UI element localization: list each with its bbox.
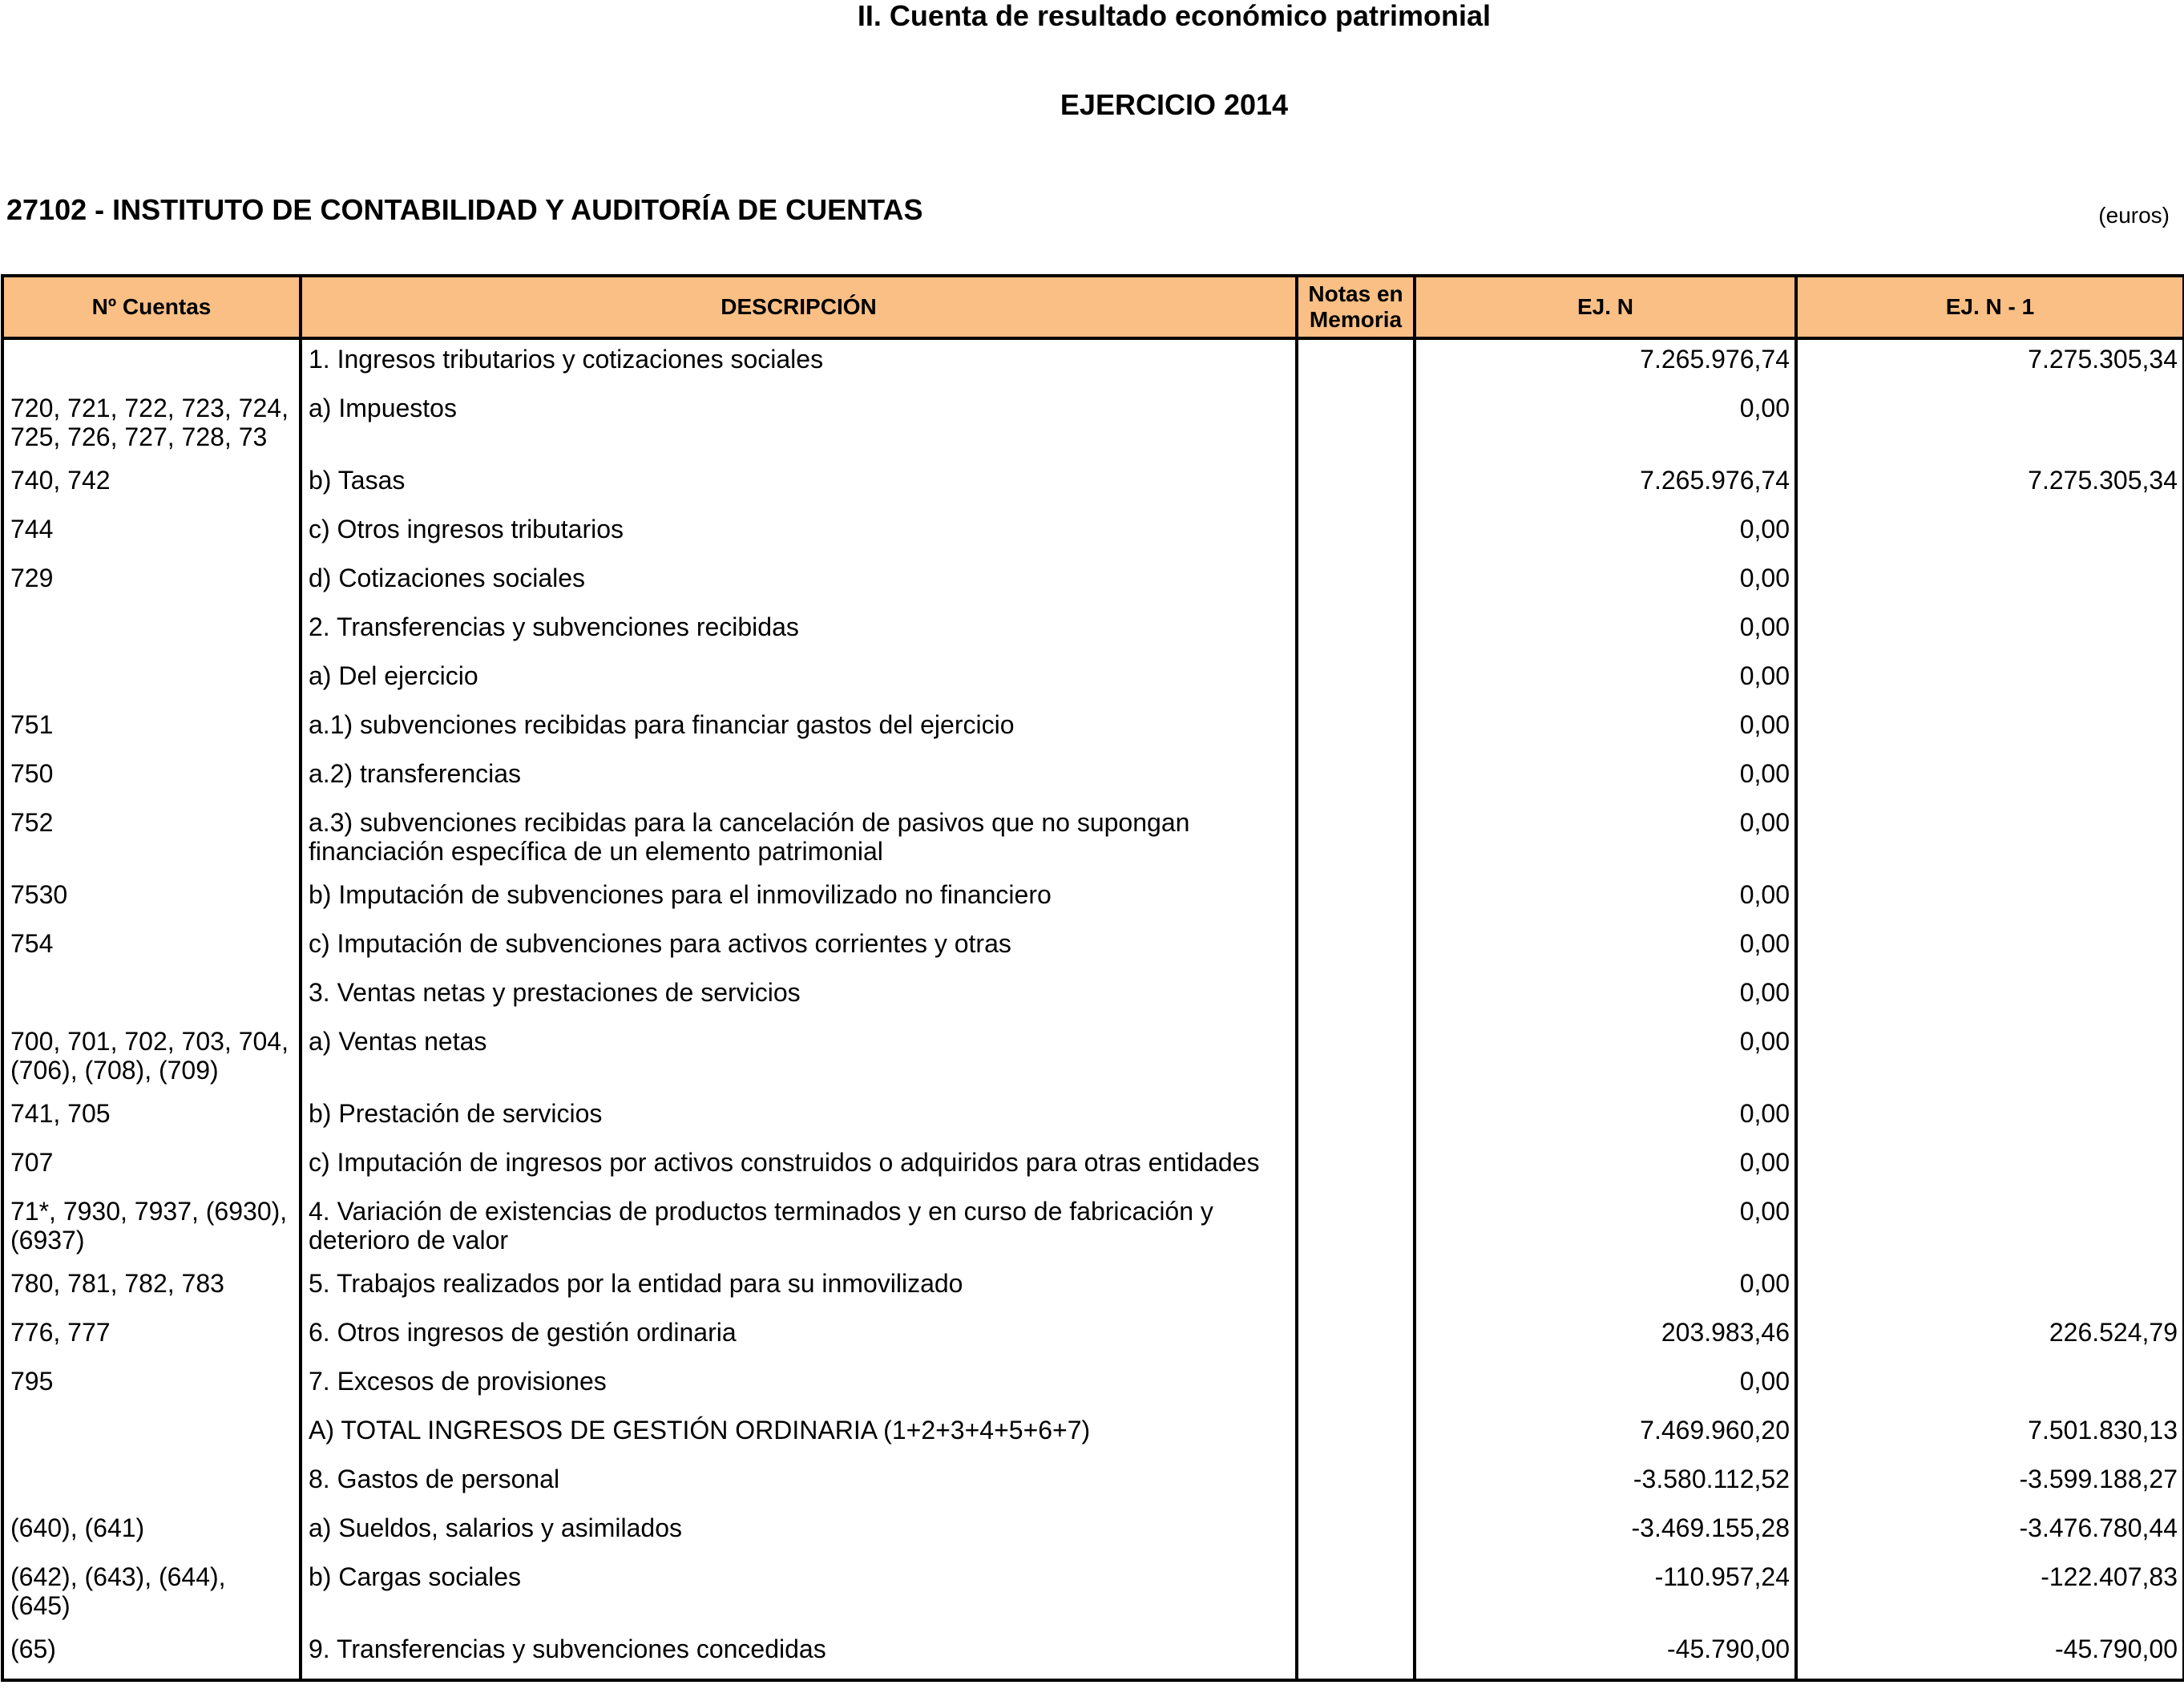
- table-row: [2, 1192, 2184, 1264]
- currency-units-label: (euros): [2098, 203, 2170, 228]
- notes-cell: [1297, 1630, 1415, 1680]
- table-row: [2, 1094, 2184, 1143]
- description-cell: 4. Variación de existencias de productos terminados y en curso de fabricación y deterioro de valor: [301, 1192, 1297, 1264]
- notes-cell: [1297, 973, 1415, 1022]
- notes-cell: [1297, 924, 1415, 973]
- prior-year-value-cell: [1796, 924, 2184, 973]
- table-row: [2, 1460, 2184, 1509]
- description-cell: 7. Excesos de provisiones: [301, 1362, 1297, 1411]
- prior-year-value-cell: [1796, 1264, 2184, 1313]
- account-codes-cell: 740, 742: [2, 461, 301, 510]
- description-cell: a) Ventas netas: [301, 1022, 1297, 1094]
- account-codes-cell: 754: [2, 924, 301, 973]
- prior-year-value-cell: [1796, 705, 2184, 754]
- current-year-value-cell: 0,00: [1415, 1143, 1796, 1192]
- description-cell: a) Impuestos: [301, 389, 1297, 461]
- column-header-ej-n-1: EJ. N - 1: [1796, 276, 2184, 338]
- prior-year-value-cell: 226.524,79: [1796, 1313, 2184, 1362]
- notes-cell: [1297, 1362, 1415, 1411]
- table-row: [2, 1558, 2184, 1630]
- account-codes-cell: 700, 701, 702, 703, 704, (706), (708), (709): [2, 1022, 301, 1094]
- prior-year-value-cell: [1796, 1022, 2184, 1094]
- table-row: [2, 657, 2184, 705]
- description-cell: 3. Ventas netas y prestaciones de servicios: [301, 973, 1297, 1022]
- account-codes-cell: 720, 721, 722, 723, 724, 725, 726, 727, 728, 73: [2, 389, 301, 461]
- notes-cell: [1297, 754, 1415, 803]
- notes-cell: [1297, 875, 1415, 924]
- current-year-value-cell: 0,00: [1415, 1022, 1796, 1094]
- prior-year-value-cell: 7.275.305,34: [1796, 338, 2184, 389]
- account-codes-cell: 7530: [2, 875, 301, 924]
- notes-cell: [1297, 559, 1415, 608]
- prior-year-value-cell: [1796, 1192, 2184, 1264]
- prior-year-value-cell: [1796, 754, 2184, 803]
- account-codes-cell: 750: [2, 754, 301, 803]
- description-cell: c) Imputación de subvenciones para activos corrientes y otras: [301, 924, 1297, 973]
- column-header-notas: Notas en Memoria: [1297, 276, 1415, 338]
- notes-cell: [1297, 1460, 1415, 1509]
- description-cell: a.3) subvenciones recibidas para la cancelación de pasivos que no supongan financiación específica de un elemento patrimonial: [301, 803, 1297, 875]
- column-header-descripcion: DESCRIPCIÓN: [301, 276, 1297, 338]
- income-statement-table: [1, 274, 2184, 1682]
- current-year-value-cell: 203.983,46: [1415, 1313, 1796, 1362]
- table-row: [2, 1411, 2184, 1460]
- table-row: [2, 1264, 2184, 1313]
- notes-cell: [1297, 1313, 1415, 1362]
- notes-cell: [1297, 1192, 1415, 1264]
- prior-year-value-cell: [1796, 1094, 2184, 1143]
- current-year-value-cell: -3.469.155,28: [1415, 1509, 1796, 1558]
- account-codes-cell: 795: [2, 1362, 301, 1411]
- prior-year-value-cell: [1796, 608, 2184, 657]
- notes-cell: [1297, 1022, 1415, 1094]
- table-row: [2, 510, 2184, 559]
- prior-year-value-cell: -3.476.780,44: [1796, 1509, 2184, 1558]
- prior-year-value-cell: -3.599.188,27: [1796, 1460, 2184, 1509]
- notes-cell: [1297, 705, 1415, 754]
- current-year-value-cell: -45.790,00: [1415, 1630, 1796, 1680]
- prior-year-value-cell: [1796, 657, 2184, 705]
- description-cell: 9. Transferencias y subvenciones concedidas: [301, 1630, 1297, 1680]
- current-year-value-cell: 0,00: [1415, 559, 1796, 608]
- description-cell: b) Cargas sociales: [301, 1558, 1297, 1630]
- table-row: [2, 875, 2184, 924]
- notes-cell: [1297, 1509, 1415, 1558]
- table-row: [2, 338, 2184, 389]
- prior-year-value-cell: [1796, 559, 2184, 608]
- current-year-value-cell: 7.265.976,74: [1415, 461, 1796, 510]
- current-year-value-cell: 0,00: [1415, 705, 1796, 754]
- table-row: [2, 1509, 2184, 1558]
- account-codes-cell: 776, 777: [2, 1313, 301, 1362]
- current-year-value-cell: 7.265.976,74: [1415, 338, 1796, 389]
- notes-cell: [1297, 1264, 1415, 1313]
- prior-year-value-cell: -122.407,83: [1796, 1558, 2184, 1630]
- description-cell: 2. Transferencias y subvenciones recibidas: [301, 608, 1297, 657]
- table-body: [2, 338, 2184, 1680]
- current-year-value-cell: 7.469.960,20: [1415, 1411, 1796, 1460]
- notes-cell: [1297, 657, 1415, 705]
- prior-year-value-cell: 7.501.830,13: [1796, 1411, 2184, 1460]
- table-header-row: [2, 276, 2184, 338]
- table-row: [2, 608, 2184, 657]
- table-row: [2, 1143, 2184, 1192]
- prior-year-value-cell: [1796, 973, 2184, 1022]
- notes-cell: [1297, 803, 1415, 875]
- current-year-value-cell: 0,00: [1415, 1192, 1796, 1264]
- account-codes-cell: 752: [2, 803, 301, 875]
- table-row: [2, 461, 2184, 510]
- account-codes-cell: 744: [2, 510, 301, 559]
- current-year-value-cell: 0,00: [1415, 924, 1796, 973]
- description-cell: b) Tasas: [301, 461, 1297, 510]
- notes-cell: [1297, 510, 1415, 559]
- table-row: [2, 803, 2184, 875]
- column-header-ej-n: EJ. N: [1415, 276, 1796, 338]
- account-codes-cell: (642), (643), (644), (645): [2, 1558, 301, 1630]
- notes-cell: [1297, 608, 1415, 657]
- prior-year-value-cell: [1796, 389, 2184, 461]
- account-codes-cell: [2, 657, 301, 705]
- current-year-value-cell: 0,00: [1415, 510, 1796, 559]
- table-row: [2, 1313, 2184, 1362]
- current-year-value-cell: 0,00: [1415, 754, 1796, 803]
- report-title: II. Cuenta de resultado económico patrimonial: [857, 0, 1492, 32]
- account-codes-cell: [2, 1411, 301, 1460]
- prior-year-value-cell: [1796, 1362, 2184, 1411]
- table-row: [2, 924, 2184, 973]
- description-cell: d) Cotizaciones sociales: [301, 559, 1297, 608]
- current-year-value-cell: -110.957,24: [1415, 1558, 1796, 1630]
- account-codes-cell: [2, 608, 301, 657]
- table-row: [2, 389, 2184, 461]
- description-cell: b) Imputación de subvenciones para el inmovilizado no financiero: [301, 875, 1297, 924]
- table-row: [2, 1022, 2184, 1094]
- account-codes-cell: 707: [2, 1143, 301, 1192]
- current-year-value-cell: 0,00: [1415, 973, 1796, 1022]
- column-header-cuentas: Nº Cuentas: [2, 276, 301, 338]
- prior-year-value-cell: 7.275.305,34: [1796, 461, 2184, 510]
- notes-cell: [1297, 1411, 1415, 1460]
- notes-cell: [1297, 338, 1415, 389]
- current-year-value-cell: 0,00: [1415, 1264, 1796, 1313]
- prior-year-value-cell: [1796, 875, 2184, 924]
- description-cell: A) TOTAL INGRESOS DE GESTIÓN ORDINARIA (1+2+3+4+5+6+7): [301, 1411, 1297, 1460]
- current-year-value-cell: -3.580.112,52: [1415, 1460, 1796, 1509]
- notes-cell: [1297, 461, 1415, 510]
- account-codes-cell: [2, 1460, 301, 1509]
- table-row: [2, 973, 2184, 1022]
- notes-cell: [1297, 1094, 1415, 1143]
- table-row: [2, 705, 2184, 754]
- table-row: [2, 754, 2184, 803]
- account-codes-cell: (65): [2, 1630, 301, 1680]
- account-codes-cell: [2, 973, 301, 1022]
- prior-year-value-cell: [1796, 803, 2184, 875]
- account-codes-cell: (640), (641): [2, 1509, 301, 1558]
- description-cell: a) Del ejercicio: [301, 657, 1297, 705]
- description-cell: 5. Trabajos realizados por la entidad para su inmovilizado: [301, 1264, 1297, 1313]
- account-codes-cell: 741, 705: [2, 1094, 301, 1143]
- account-codes-cell: 780, 781, 782, 783: [2, 1264, 301, 1313]
- current-year-value-cell: 0,00: [1415, 803, 1796, 875]
- fiscal-year-heading: EJERCICIO 2014: [1060, 88, 1289, 121]
- description-cell: c) Otros ingresos tributarios: [301, 510, 1297, 559]
- current-year-value-cell: 0,00: [1415, 389, 1796, 461]
- prior-year-value-cell: [1796, 510, 2184, 559]
- description-cell: 1. Ingresos tributarios y cotizaciones sociales: [301, 338, 1297, 389]
- table-row: [2, 1630, 2184, 1680]
- account-codes-cell: 71*, 7930, 7937, (6930), (6937): [2, 1192, 301, 1264]
- current-year-value-cell: 0,00: [1415, 657, 1796, 705]
- description-cell: a.2) transferencias: [301, 754, 1297, 803]
- notes-cell: [1297, 389, 1415, 461]
- account-codes-cell: 729: [2, 559, 301, 608]
- account-codes-cell: [2, 338, 301, 389]
- prior-year-value-cell: -45.790,00: [1796, 1630, 2184, 1680]
- current-year-value-cell: 0,00: [1415, 875, 1796, 924]
- table-row: [2, 1362, 2184, 1411]
- description-cell: b) Prestación de servicios: [301, 1094, 1297, 1143]
- description-cell: c) Imputación de ingresos por activos construidos o adquiridos para otras entidades: [301, 1143, 1297, 1192]
- description-cell: a.1) subvenciones recibidas para financiar gastos del ejercicio: [301, 705, 1297, 754]
- notes-cell: [1297, 1558, 1415, 1630]
- current-year-value-cell: 0,00: [1415, 608, 1796, 657]
- current-year-value-cell: 0,00: [1415, 1362, 1796, 1411]
- description-cell: a) Sueldos, salarios y asimilados: [301, 1509, 1297, 1558]
- description-cell: 8. Gastos de personal: [301, 1460, 1297, 1509]
- account-codes-cell: 751: [2, 705, 301, 754]
- notes-cell: [1297, 1143, 1415, 1192]
- current-year-value-cell: 0,00: [1415, 1094, 1796, 1143]
- prior-year-value-cell: [1796, 1143, 2184, 1192]
- table-row: [2, 559, 2184, 608]
- entity-name: 27102 - INSTITUTO DE CONTABILIDAD Y AUDITORÍA DE CUENTAS: [6, 193, 923, 226]
- description-cell: 6. Otros ingresos de gestión ordinaria: [301, 1313, 1297, 1362]
